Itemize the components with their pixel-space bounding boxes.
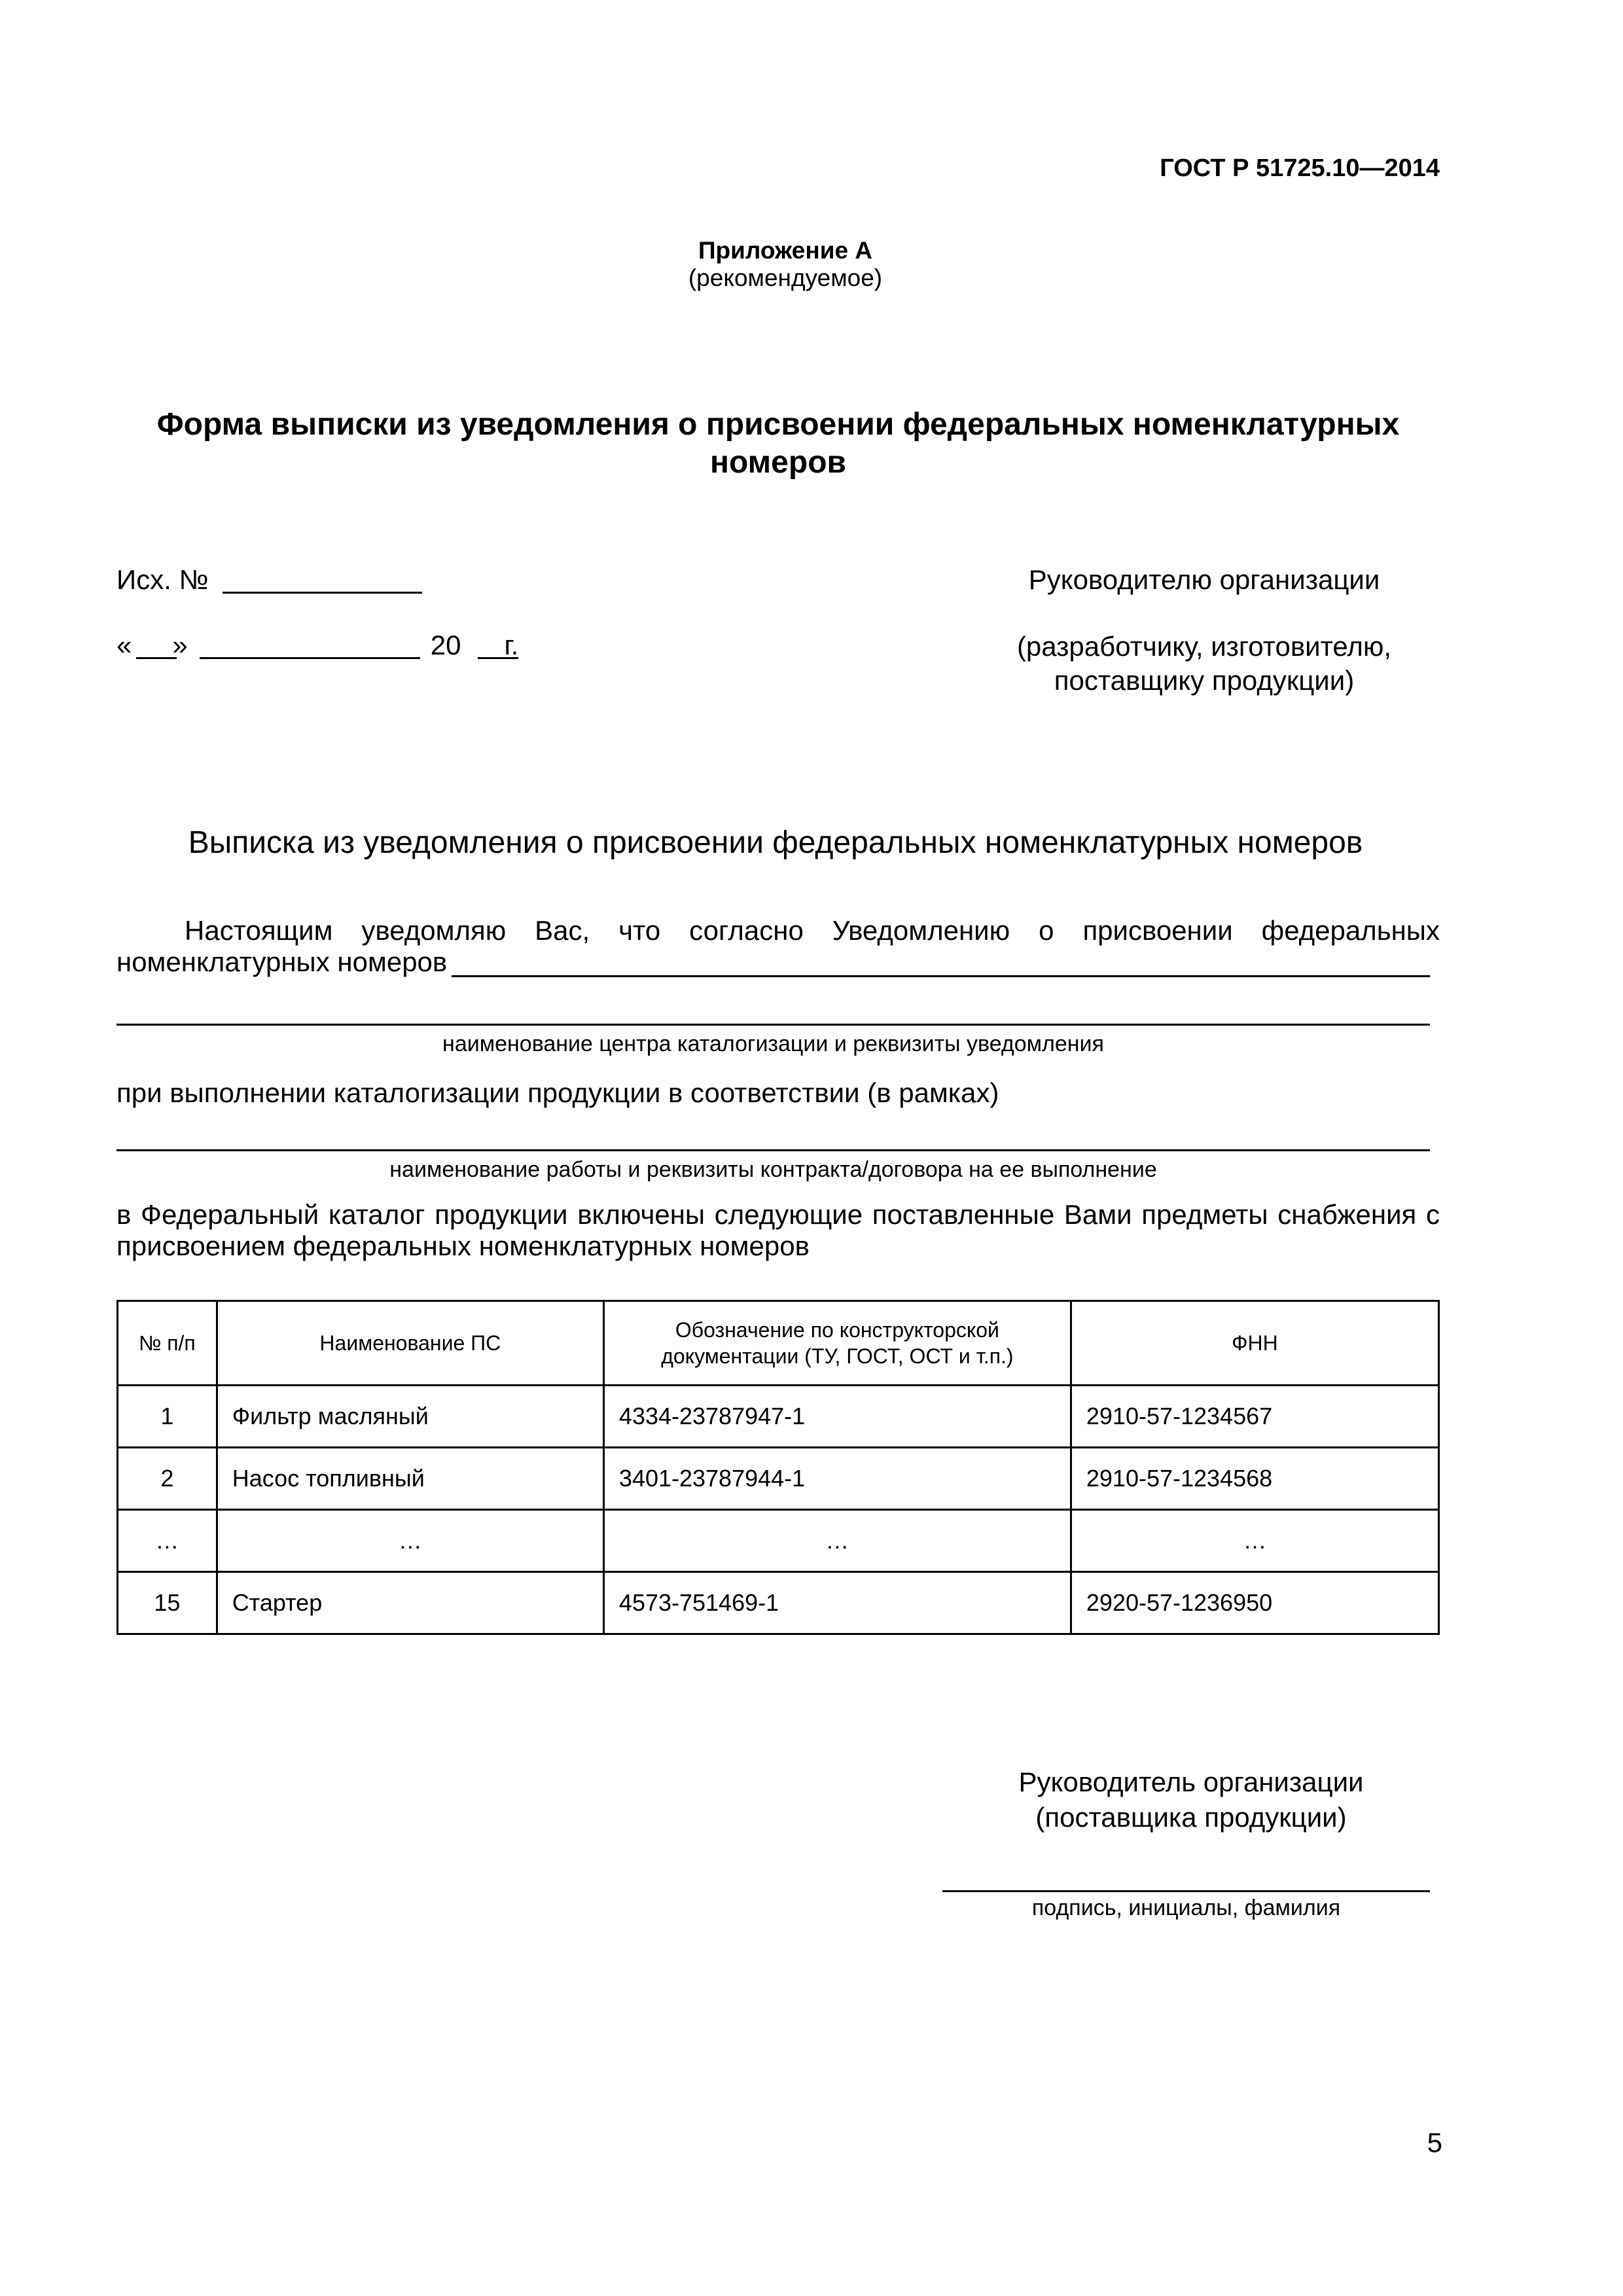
annex-status: (рекомендуемое) bbox=[688, 264, 883, 291]
caption-work: наименование работы и реквизиты контракта/договора на ее выполнение bbox=[389, 1157, 1157, 1182]
extract-title: Выписка из уведомления о присвоении федеральных номенклатурных номеров bbox=[188, 825, 1363, 860]
table-row bbox=[118, 1386, 1439, 1448]
cell-num: 1 bbox=[118, 1386, 217, 1448]
standard-code: ГОСТ Р 51725.10—2014 bbox=[1160, 154, 1440, 182]
cell-fnn: … bbox=[1071, 1510, 1438, 1572]
paragraph-catalogue-line2: присвоением федеральных номенклатурных номеров bbox=[116, 1230, 810, 1261]
signer-line1: Руководитель организации bbox=[1018, 1767, 1364, 1797]
date-field bbox=[116, 630, 518, 661]
addressee-note-line1: (разработчику, изготовителю, bbox=[1016, 631, 1392, 662]
caption-centre: наименование центра каталогизации и реквизиты уведомления bbox=[442, 1031, 1104, 1056]
notice-blank-1 bbox=[452, 975, 1430, 977]
cell-name: Стартер bbox=[217, 1572, 603, 1634]
addressee: Руководителю организации bbox=[1028, 564, 1380, 595]
cell-name: Фильтр масляный bbox=[217, 1386, 603, 1448]
cell-fnn: 2910-57-1234567 bbox=[1071, 1386, 1438, 1448]
cell-designation: 3401-23787944-1 bbox=[603, 1448, 1071, 1510]
day-blank bbox=[136, 657, 177, 659]
header-fnn: ФНН bbox=[1071, 1301, 1438, 1386]
paragraph-catalogue bbox=[116, 1199, 1440, 1262]
cell-num: … bbox=[118, 1510, 217, 1572]
form-title bbox=[116, 406, 1440, 482]
outgoing-ref-blank bbox=[223, 592, 422, 594]
paragraph-notice-line1: Настоящим уведомляю Вас, что согласно Уведомлению о присвоении федеральных bbox=[185, 915, 1440, 946]
paragraph-catalogue-line1: в Федеральный каталог продукции включены следующие поставленные Вами предметы снабжения с bbox=[116, 1199, 1440, 1230]
addressee-note bbox=[982, 630, 1427, 698]
annex-title: Приложение А bbox=[698, 237, 873, 264]
date-close-quote: » bbox=[172, 630, 188, 660]
month-blank bbox=[200, 657, 420, 659]
cell-designation: 4334-23787947-1 bbox=[603, 1386, 1071, 1448]
cell-num: 2 bbox=[118, 1448, 217, 1510]
date-open-quote: « bbox=[116, 630, 132, 660]
form-title-line2: номеров bbox=[709, 445, 847, 480]
supply-items-table bbox=[116, 1300, 1440, 1635]
signature-caption: подпись, инициалы, фамилия bbox=[1031, 1895, 1341, 1920]
outgoing-ref-label: Исх. № bbox=[116, 564, 209, 595]
cell-name: … bbox=[217, 1510, 603, 1572]
cell-num: 15 bbox=[118, 1572, 217, 1634]
header-designation bbox=[603, 1301, 1071, 1386]
signer-line2: (поставщика продукции) bbox=[1035, 1802, 1347, 1833]
signature-blank bbox=[942, 1890, 1430, 1892]
header-designation-line2: документации (ТУ, ГОСТ, ОСТ и т.п.) bbox=[661, 1344, 1014, 1368]
cell-fnn: 2910-57-1234568 bbox=[1071, 1448, 1438, 1510]
header-name: Наименование ПС bbox=[217, 1301, 603, 1386]
paragraph-notice-line2: номенклатурных номеров bbox=[116, 946, 448, 977]
year-prefix: 20 bbox=[430, 630, 461, 660]
addressee-note-line2: поставщику продукции) bbox=[1054, 665, 1355, 696]
work-blank bbox=[116, 1149, 1430, 1151]
year-blank bbox=[478, 657, 518, 659]
paragraph-cataloguing: при выполнении каталогизации продукции в соответствии (в рамках) bbox=[116, 1077, 999, 1108]
cell-designation: 4573-751469-1 bbox=[603, 1572, 1071, 1634]
signer-block bbox=[955, 1765, 1427, 1835]
page-number: 5 bbox=[1427, 2127, 1442, 2158]
table-row bbox=[118, 1448, 1439, 1510]
form-title-line1: Форма выписки из уведомления о присвоении федеральных номенклатурных bbox=[156, 407, 1400, 442]
paragraph-notice bbox=[116, 915, 1440, 978]
header-num: № п/п bbox=[118, 1301, 217, 1386]
table-row bbox=[118, 1510, 1439, 1572]
notice-blank-2 bbox=[116, 1024, 1430, 1026]
header-designation-line1: Обозначение по конструкторской bbox=[675, 1318, 999, 1342]
table-header-row bbox=[118, 1301, 1439, 1386]
cell-fnn: 2920-57-1236950 bbox=[1071, 1572, 1438, 1634]
cell-designation: … bbox=[603, 1510, 1071, 1572]
table-row bbox=[118, 1572, 1439, 1634]
cell-name: Насос топливный bbox=[217, 1448, 603, 1510]
year-suffix: г. bbox=[504, 630, 519, 660]
